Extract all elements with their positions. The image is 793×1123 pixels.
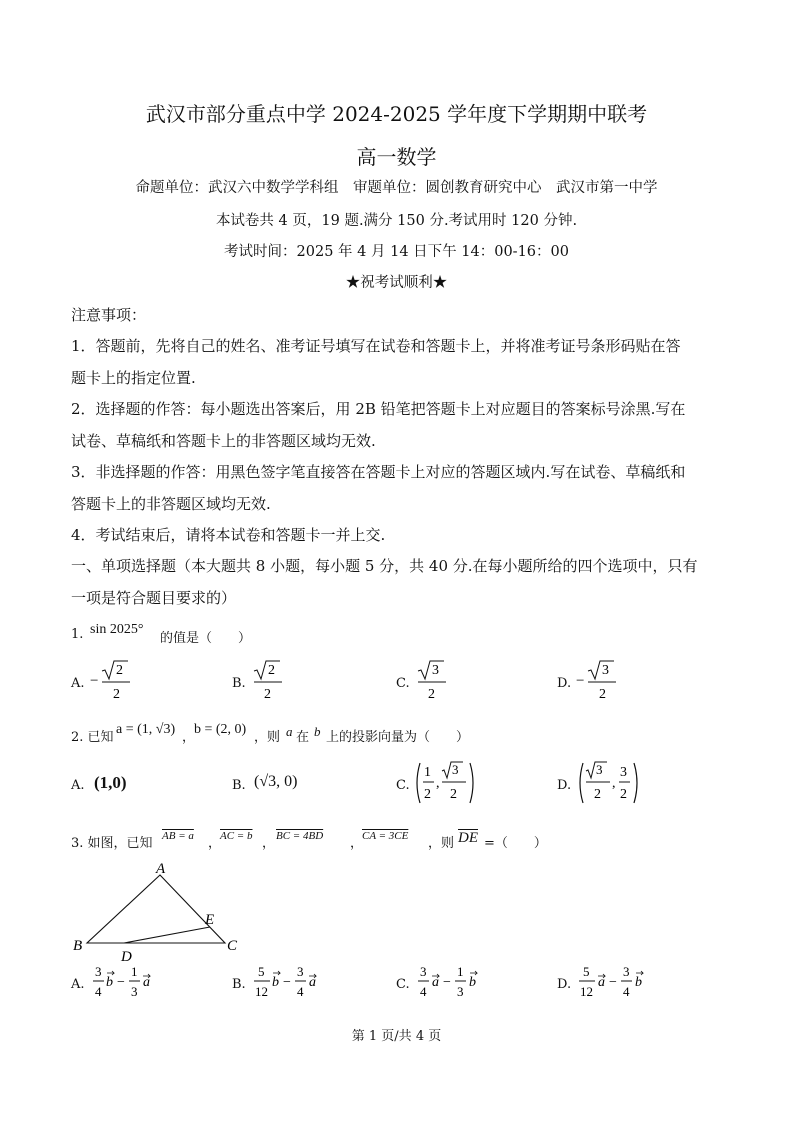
svg-text:,: , <box>436 776 440 791</box>
q2-option-c-label: C. <box>396 778 410 793</box>
q3-text-then: ，则 <box>428 836 455 851</box>
q1-option-b-label: B. <box>232 676 246 691</box>
svg-text:4: 4 <box>420 984 427 999</box>
q3-option-a-label: A. <box>71 977 85 992</box>
svg-text:1: 1 <box>424 765 431 780</box>
page-footer: 第 1 页/共 4 页 <box>351 1029 442 1044</box>
q2-text-end: 上的投影向量为（ ） <box>326 730 470 745</box>
notes-line: 题卡上的指定位置. <box>71 369 196 387</box>
svg-text:4: 4 <box>95 984 102 999</box>
exam-time: 考试时间：2025 年 4 月 14 日下午 14：00-16：00 <box>224 244 569 260</box>
vector-a: a <box>432 975 439 990</box>
sqrt-icon <box>254 661 280 679</box>
vertex-label-c: C <box>227 938 238 954</box>
svg-text:2: 2 <box>424 787 431 802</box>
radicand: 3 <box>602 663 609 678</box>
radicand: 2 <box>116 663 123 678</box>
right-paren-icon <box>470 763 473 803</box>
minus-sign: − <box>576 673 585 689</box>
svg-text:−: − <box>117 975 125 990</box>
svg-text:−: − <box>283 975 291 990</box>
svg-text:2: 2 <box>594 787 601 802</box>
exam-authors: 命题单位：武汉六中数学学科组 审题单位：圆创教育研究中心 武汉市第一中学 <box>135 180 658 196</box>
q2-text-in: 在 <box>296 730 310 745</box>
q2-option-d-math <box>577 760 641 806</box>
radicand: 2 <box>268 663 275 678</box>
vertex-label-b: B <box>73 938 83 954</box>
svg-text:3: 3 <box>95 964 102 979</box>
q2-option-a-math: (1,0) <box>94 773 127 792</box>
denominator: 2 <box>264 687 271 702</box>
q2-vector-a-def: a = (1, √3) <box>116 722 176 737</box>
q2-option-b-label: B. <box>232 778 246 793</box>
notes-line: 答题卡上的非答题区域均无效. <box>71 495 271 513</box>
svg-text:3: 3 <box>620 765 627 780</box>
q2-vector-a: a <box>286 724 293 739</box>
radicand: 3 <box>432 663 439 678</box>
q1-option-a-label: A. <box>71 676 85 691</box>
q3-option-c-math <box>417 962 487 1004</box>
svg-text:2: 2 <box>620 787 627 802</box>
q1-option-d-math <box>576 658 621 704</box>
denominator: 2 <box>599 687 606 702</box>
q2-option-c-math <box>414 760 478 806</box>
left-paren-icon <box>417 763 420 803</box>
right-paren-icon <box>634 763 637 803</box>
q3-condition-3: BC = 4BD <box>276 830 324 842</box>
exam-title: 武汉市部分重点中学 2024-2025 学年度下学期期中联考 <box>145 102 648 126</box>
vector-b: b <box>272 975 279 990</box>
q3-option-b-math <box>253 962 333 1004</box>
point-label-e: E <box>205 912 215 928</box>
sqrt-icon <box>102 661 128 679</box>
notes-line: 试卷、草稿纸和答题卡上的非答题区域均无效. <box>71 432 376 450</box>
vertex-label-a: A <box>156 861 166 877</box>
exam-wish: ★祝考试顺利★ <box>345 275 448 291</box>
q2-lead: 2. 已知 <box>71 730 114 745</box>
notes-heading: 注意事项： <box>71 306 147 324</box>
q3-lead: 3. 如图，已知 <box>71 836 153 851</box>
q3-option-d-label: D. <box>557 977 572 992</box>
vector-b: b <box>635 975 642 990</box>
vector-a: a <box>598 975 605 990</box>
svg-text:1: 1 <box>131 964 138 979</box>
notes-line: 4．考试结束后，请将本试卷和答题卡一并上交. <box>71 526 386 544</box>
q3-target-vector: $\overline{DE}$ <box>458 830 478 846</box>
q1-option-a-math <box>90 658 135 704</box>
svg-text:1: 1 <box>457 964 464 979</box>
svg-text:2: 2 <box>450 787 457 802</box>
svg-text:3: 3 <box>596 762 603 777</box>
q1-option-d-label: D. <box>557 676 572 691</box>
svg-text:3: 3 <box>420 964 427 979</box>
minus-sign: − <box>90 673 99 689</box>
q1-number: 1. <box>71 627 84 642</box>
svg-text:12: 12 <box>580 984 593 999</box>
svg-text:3: 3 <box>452 762 459 777</box>
svg-text:−: − <box>609 975 617 990</box>
svg-text:3: 3 <box>131 984 138 999</box>
q3-condition-4: CA = 3CE <box>362 830 409 842</box>
q2-option-d-label: D. <box>557 778 572 793</box>
triangle-abc <box>87 875 225 943</box>
q3-text-tail: =（ ） <box>484 836 547 851</box>
svg-text:4: 4 <box>623 984 630 999</box>
svg-text:4: 4 <box>297 984 304 999</box>
svg-text:3: 3 <box>623 964 630 979</box>
q1-option-c-math <box>416 658 451 704</box>
triangle-figure <box>68 858 248 966</box>
q1-option-b-math <box>252 658 287 704</box>
left-paren-icon <box>580 763 583 803</box>
vector-a: a <box>309 975 316 990</box>
q3-option-b-label: B. <box>232 977 246 992</box>
notes-line: 2．选择题的作答：每小题选出答案后，用 2B 铅笔把答题卡上对应题目的答案标号涂黑.写在 <box>71 400 686 418</box>
q2-vector-b-def: b = (2, 0) <box>194 722 247 737</box>
exam-info: 本试卷共 4 页，19 题.满分 150 分.考试用时 120 分钟. <box>215 213 578 229</box>
q3-option-a-math <box>92 962 162 1004</box>
exam-subject: 高一数学 <box>356 145 437 169</box>
q3-option-c-label: C. <box>396 977 410 992</box>
notes-line: 3．非选择题的作答：用黑色签字笔直接答在答题卡上对应的答题区域内.写在试卷、草稿纸和 <box>71 463 686 481</box>
sqrt-icon <box>418 661 444 679</box>
svg-text:5: 5 <box>583 964 590 979</box>
denominator: 2 <box>113 687 120 702</box>
q2-option-a-label: A. <box>71 778 85 793</box>
q2-option-b-math: (√3, 0) <box>254 773 298 790</box>
sqrt-icon <box>588 661 614 679</box>
svg-text:5: 5 <box>258 964 265 979</box>
q3-condition-2: AC = b <box>220 830 253 842</box>
q3-option-d-math <box>578 962 658 1004</box>
svg-text:3: 3 <box>297 964 304 979</box>
section-heading-cont: 一项是符合题目要求的） <box>71 589 237 607</box>
svg-text:,: , <box>612 776 616 791</box>
vector-b: b <box>106 975 113 990</box>
q3-condition-1: AB = a <box>162 830 194 842</box>
svg-text:−: − <box>443 975 451 990</box>
notes-line: 1．答题前，先将自己的姓名、准考证号填写在试卷和答题卡上，并将准考证号条形码贴在答 <box>71 337 681 355</box>
denominator: 2 <box>428 687 435 702</box>
q1-option-c-label: C. <box>396 676 410 691</box>
point-label-d: D <box>121 949 132 965</box>
q2-vector-b: b <box>314 724 321 739</box>
vector-a: a <box>143 975 150 990</box>
q2-text-mid: ，则 <box>254 730 281 745</box>
section-heading: 一、单项选择题（本大题共 8 小题，每小题 5 分，共 40 分.在每小题所给的四个选项中，只有 <box>71 557 698 575</box>
svg-text:3: 3 <box>457 984 464 999</box>
vector-b: b <box>469 975 476 990</box>
svg-text:12: 12 <box>255 984 268 999</box>
q1-expression: sin 2025° <box>90 622 144 637</box>
segment-de <box>124 927 210 943</box>
q1-text: 的值是（ ） <box>160 631 252 646</box>
